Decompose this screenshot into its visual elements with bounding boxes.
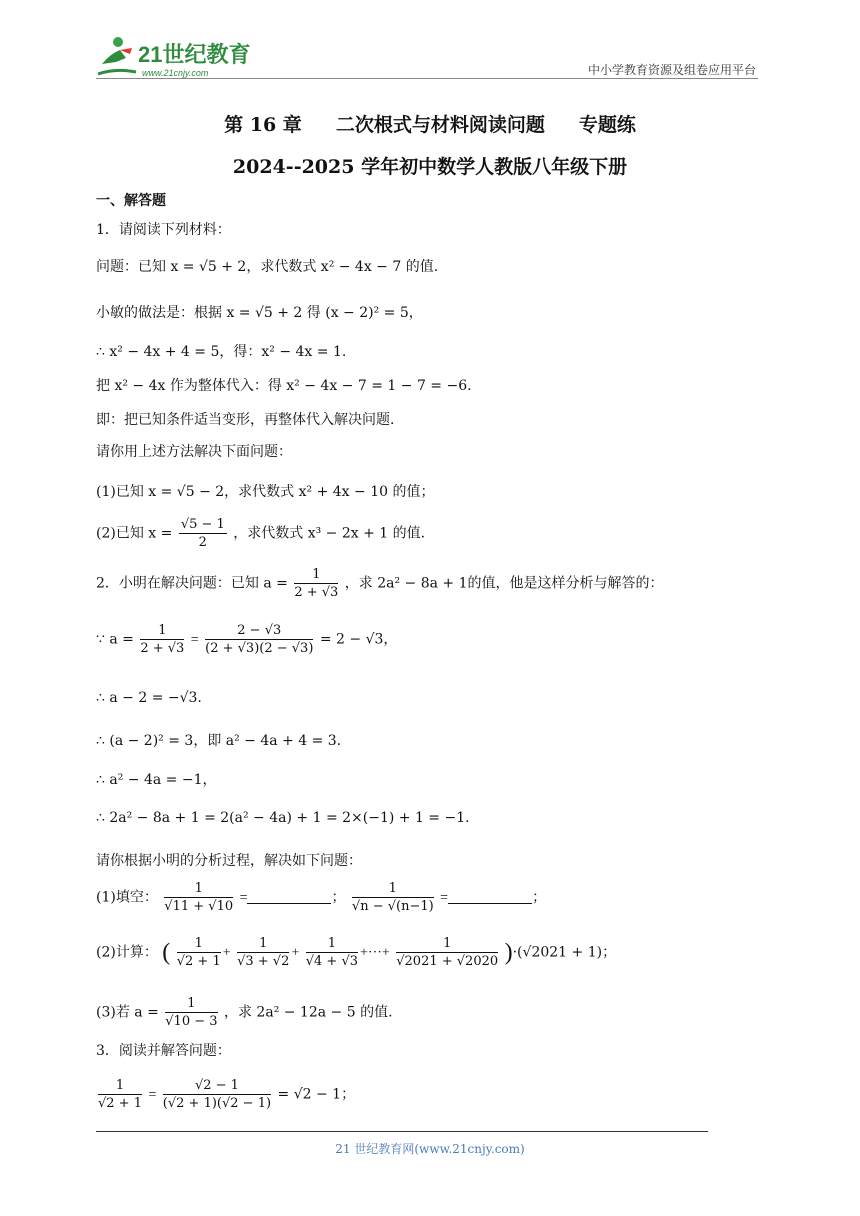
q1-intro: 1．请阅读下列材料： <box>96 222 231 238</box>
q1-part2-fraction <box>179 516 227 551</box>
runner-logo-icon <box>96 34 266 82</box>
q3-fraction-a <box>98 1077 142 1112</box>
q2-line3: ∴ (a − 2)² = 3，即 a² − 4a + 4 = 3. <box>96 733 342 749</box>
q2-intro-lead: 2．小明在解决问题：已知 a = <box>96 575 288 592</box>
site-logo <box>96 34 266 82</box>
fraction-numerator: 1 <box>352 880 434 898</box>
q3-fraction-b <box>163 1077 271 1112</box>
q2-part1-label: (1)填空： <box>96 889 158 906</box>
answer-blank[interactable] <box>247 891 331 904</box>
fraction-denominator: 2 + √3 <box>140 641 185 656</box>
fraction-numerator: 2 − √3 <box>205 622 313 640</box>
fraction-denominator: √2021 + √2020 <box>396 954 499 969</box>
q3-intro: 3．阅读并解答问题： <box>96 1043 231 1059</box>
q1-part2-tail: ，求代数式 x³ − 2x + 1 的值. <box>233 525 426 542</box>
q2-part2-term <box>396 935 498 970</box>
fraction-numerator: 1 <box>396 935 498 953</box>
q2-line2: ∴ a − 2 = −√3. <box>96 690 202 706</box>
q2-intro-fraction <box>294 566 338 601</box>
fraction-denominator: √3 + √2 <box>237 954 290 969</box>
q2-line1-fraction-b <box>205 622 313 657</box>
fraction-denominator: (2 + √3)(2 − √3) <box>205 641 314 656</box>
q2-line1-fraction-a <box>140 622 184 657</box>
page-title <box>0 110 860 137</box>
q3-line1-tail: = √2 − 1； <box>277 1086 356 1103</box>
q2-part1-fraction-b <box>352 880 434 915</box>
fraction-numerator: √2 − 1 <box>163 1077 271 1095</box>
svg-text:21世纪教育: 21世纪教育 <box>138 42 251 67</box>
title-type: 专题练 <box>578 114 636 136</box>
fraction-denominator: 2 <box>198 535 207 550</box>
svg-text:www.21cnjy.com: www.21cnjy.com <box>142 68 209 78</box>
q2-line1-tail: = 2 − √3， <box>319 631 398 648</box>
q2-part1: (1)填空： $\frac{1}{√11 + √10}$ = ； $\frac{1}{√n - √(n-1)}$ = ； <box>96 881 547 914</box>
q1-step3: 把 x² − 4x 作为整体代入：得 x² − 4x − 7 = 1 − 7 = −6. <box>96 378 472 394</box>
fraction-denominator: 2 + √3 <box>294 585 339 600</box>
section-heading: 一、解答题 <box>96 193 166 209</box>
q2-part3-lead: (3)若 a = <box>96 1004 159 1021</box>
q1-problem: 问题：已知 x = √5 + 2，求代数式 x² − 4x − 7 的值. <box>96 259 439 275</box>
fraction-denominator: √2 + 1 <box>176 954 221 969</box>
q2-part2: (2)计算： ( $\frac{1}{√2 + 1}$ + $\frac{1}{√3 + √2}$ + $\frac{1}{√4 + √3}$ +···+ $\frac{1}{√2021 + √2020}$ )·(√2021 + 1)； <box>96 936 617 969</box>
q3-line1: $\frac{1}{√2 + 1}$ = $\frac{√2 - 1}{(√2 + 1)(√2 - 1)}$ = √2 − 1； <box>98 1078 356 1111</box>
q1-part2 <box>96 516 425 551</box>
page-subtitle: 2024--2025 学年初中数学人教版八年级下册 <box>232 156 628 178</box>
q2-part2-term <box>306 935 358 970</box>
q1-step2: ∴ x² − 4x + 4 = 5，得：x² − 4x = 1. <box>96 344 347 360</box>
q2-part2-term <box>177 935 221 970</box>
fraction-denominator: √11 + √10 <box>164 899 234 914</box>
fraction-numerator: 1 <box>306 935 358 953</box>
footer-link[interactable]: 21 世纪教育网(www.21cnjy.com) <box>335 1142 525 1156</box>
q2-part3-tail: ，求 2a² − 12a − 5 的值. <box>223 1004 393 1021</box>
q2-intro <box>96 566 664 601</box>
q2-ask: 请你根据小明的分析过程，解决如下问题： <box>96 853 362 869</box>
fraction-numerator: 1 <box>237 935 289 953</box>
fraction-denominator: √4 + √3 <box>305 954 359 969</box>
q2-part3 <box>96 995 393 1030</box>
fraction-numerator: √5 − 1 <box>180 517 225 532</box>
q2-part1-fraction-a <box>164 880 233 915</box>
fraction-numerator: 1 <box>98 1077 142 1095</box>
title-topic: 二次根式与材料阅读问题 <box>335 114 545 136</box>
q2-line4: ∴ a² − 4a = −1， <box>96 772 217 788</box>
fraction-denominator: (√2 + 1)(√2 − 1) <box>162 1096 272 1111</box>
fraction-numerator: 1 <box>140 622 184 640</box>
q1-step5: 请你用上述方法解决下面问题： <box>96 444 292 460</box>
q1-part1: (1)已知 x = √5 − 2，求代数式 x² + 4x − 10 的值； <box>96 484 435 500</box>
footer-divider <box>96 1131 708 1132</box>
fraction-numerator: 1 <box>165 995 217 1013</box>
fraction-denominator: √10 − 3 <box>165 1014 218 1029</box>
q2-part2-label: (2)计算： <box>96 944 158 961</box>
q1-part2-lead: (2)已知 x = <box>96 525 173 542</box>
header-divider <box>96 78 758 79</box>
title-chapter: 第 16 章 <box>224 114 302 136</box>
q2-line1: ∵ a = $\frac{1}{2 + √3}$ = $\frac{2 - √3}{(2 + √3)(2 - √3)}$ = 2 − √3， <box>96 623 398 656</box>
q1-step4: 即：把已知条件适当变形，再整体代入解决问题. <box>96 412 395 428</box>
q2-part2-term <box>237 935 289 970</box>
fraction-numerator: 1 <box>177 935 221 953</box>
fraction-numerator: 1 <box>164 880 233 898</box>
q2-part3-fraction <box>165 995 217 1030</box>
header-tagline: 中小学教育资源及组卷应用平台 <box>587 63 756 77</box>
q2-intro-tail: ，求 2a² − 8a + 1的值，他是这样分析与解答的： <box>344 575 664 592</box>
fraction-denominator: √n − √(n−1) <box>351 899 434 914</box>
q2-line1-lead: ∵ a = <box>96 631 134 648</box>
fraction-denominator: √2 + 1 <box>98 1096 142 1111</box>
fraction-numerator: 1 <box>294 566 338 584</box>
answer-blank[interactable] <box>448 891 532 904</box>
q1-step1: 小敏的做法是：根据 x = √5 + 2 得 (x − 2)² = 5， <box>96 305 423 321</box>
q2-part2-tail: ·(√2021 + 1)； <box>512 944 617 961</box>
q2-line5: ∴ 2a² − 8a + 1 = 2(a² − 4a) + 1 = 2×(−1) + 1 = −1. <box>96 810 470 826</box>
